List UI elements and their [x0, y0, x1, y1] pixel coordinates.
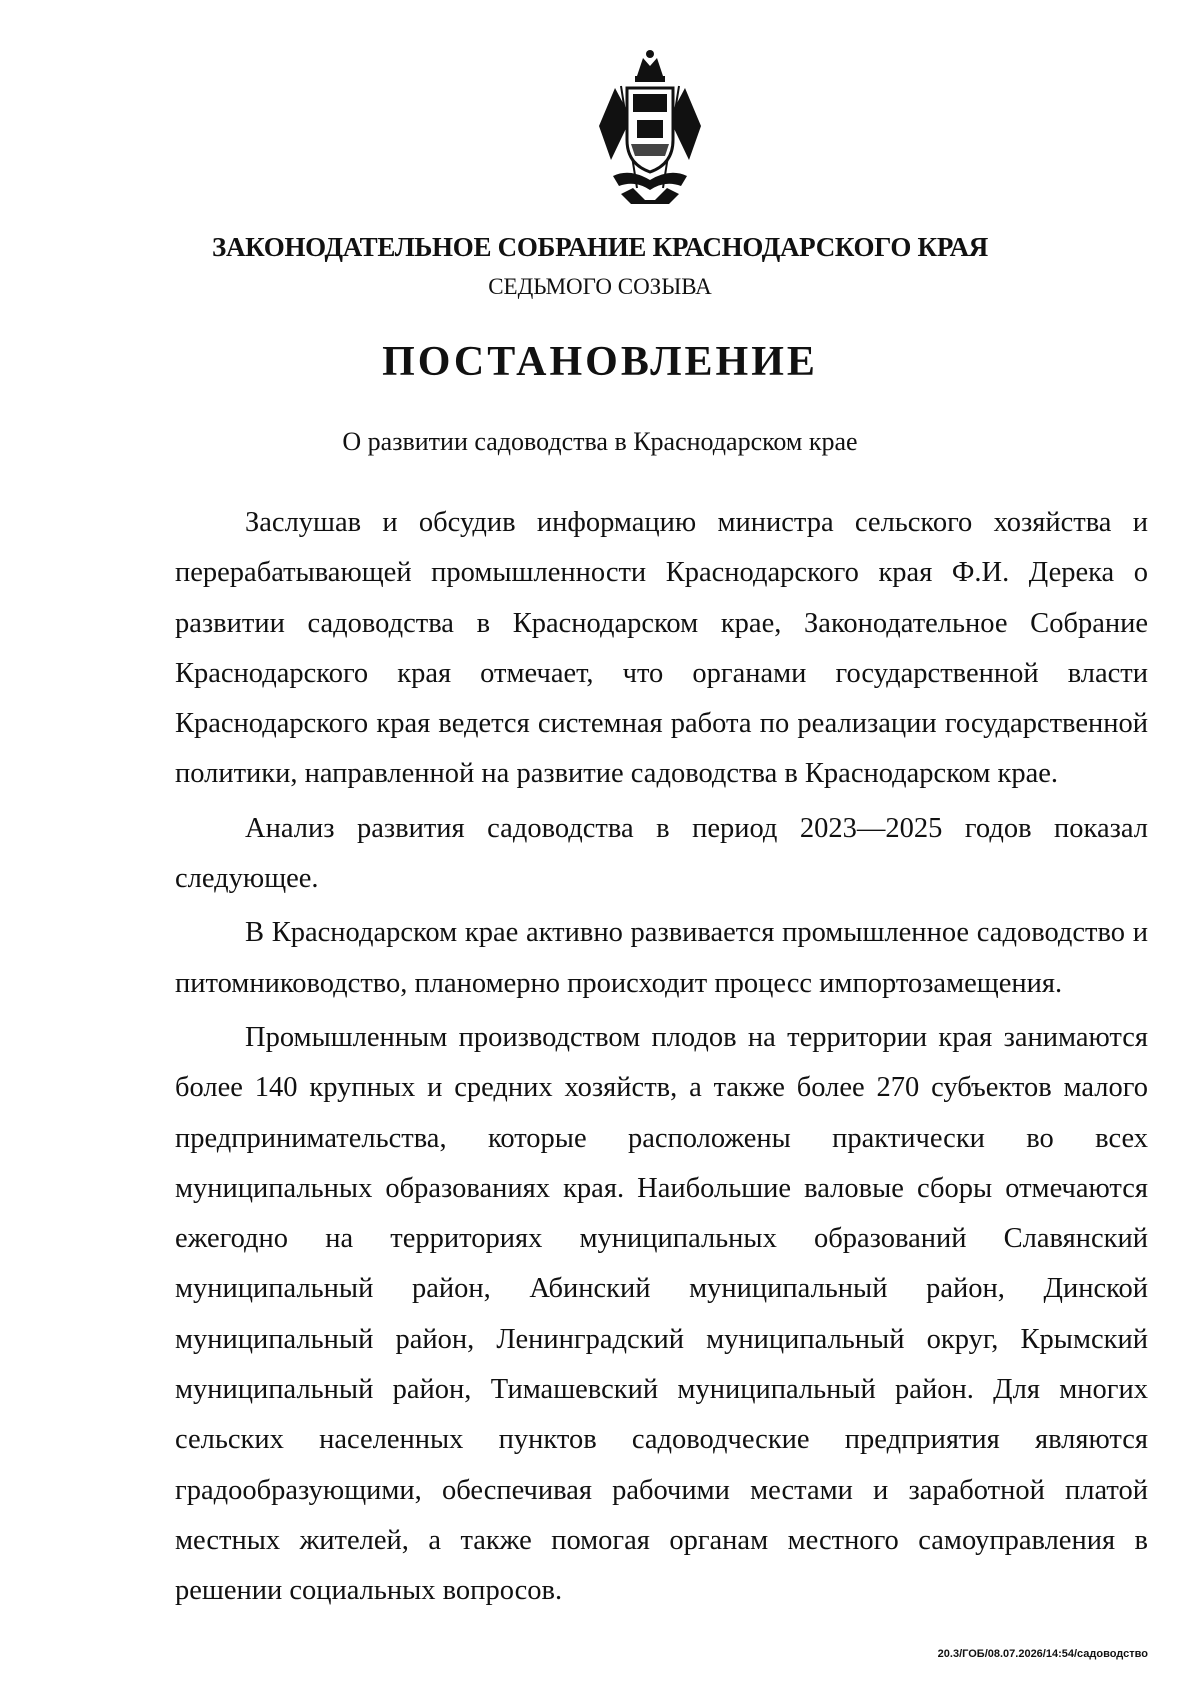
document-reference: 20.3/ГОБ/08.07.2026/14:54/садоводство — [937, 1648, 1148, 1660]
document-subject: О развитии садоводства в Краснодарском крае — [342, 427, 858, 456]
paragraph: Промышленным производством плодов на территории края занимаются более 140 крупных и средних хозяйств, а также более 270 субъектов малого предпринимательства, которые расположены практически во всех муниципальных образованиях края. Наибольшие валовые сборы отмечаются ежегодно на территориях муниципальных образований Славянский муниципальный район, Абинский муниципальный район, Динской муниципальный район, Ленинградский муниципальный округ, Крымский муниципальный район, Тимашевский муниципальный район. Для многих сельских населенных пунктов садоводческие предприятия являются градообразующими, обеспечивая рабочими местами и заработной платой местных жителей, а также помогая органам местного самоуправления в решении социальных вопросов. — [175, 1021, 1148, 1607]
organization-name: ЗАКОНОДАТЕЛЬНОЕ СОБРАНИЕ КРАСНОДАРСКОГО КРАЯ — [212, 232, 988, 262]
document-type-title: ПОСТАНОВЛЕНИЕ — [382, 339, 818, 385]
paragraph: В Краснодарском крае активно развивается промышленное садоводство и питомниководство, планомерно происходит процесс импортозамещения. — [175, 917, 1148, 999]
document-body — [175, 498, 1148, 1621]
convocation-label: СЕДЬМОГО СОЗЫВА — [488, 274, 712, 299]
coat-of-arms-icon — [585, 48, 715, 208]
paragraph: Заслушав и обсудив информацию министра сельского хозяйства и перерабатывающей промышленности Краснодарского края Ф.И. Дерека о развитии садоводства в Краснодарском крае, Законодательное Собрание Краснодарского края отмечает, что органами государственной власти Краснодарского края ведется системная работа по реализации государственной политики, направленной на развитие садоводства в Краснодарском крае. — [175, 507, 1148, 790]
paragraph: Анализ развития садоводства в период 2023—2025 годов показал следующее. — [175, 812, 1148, 895]
